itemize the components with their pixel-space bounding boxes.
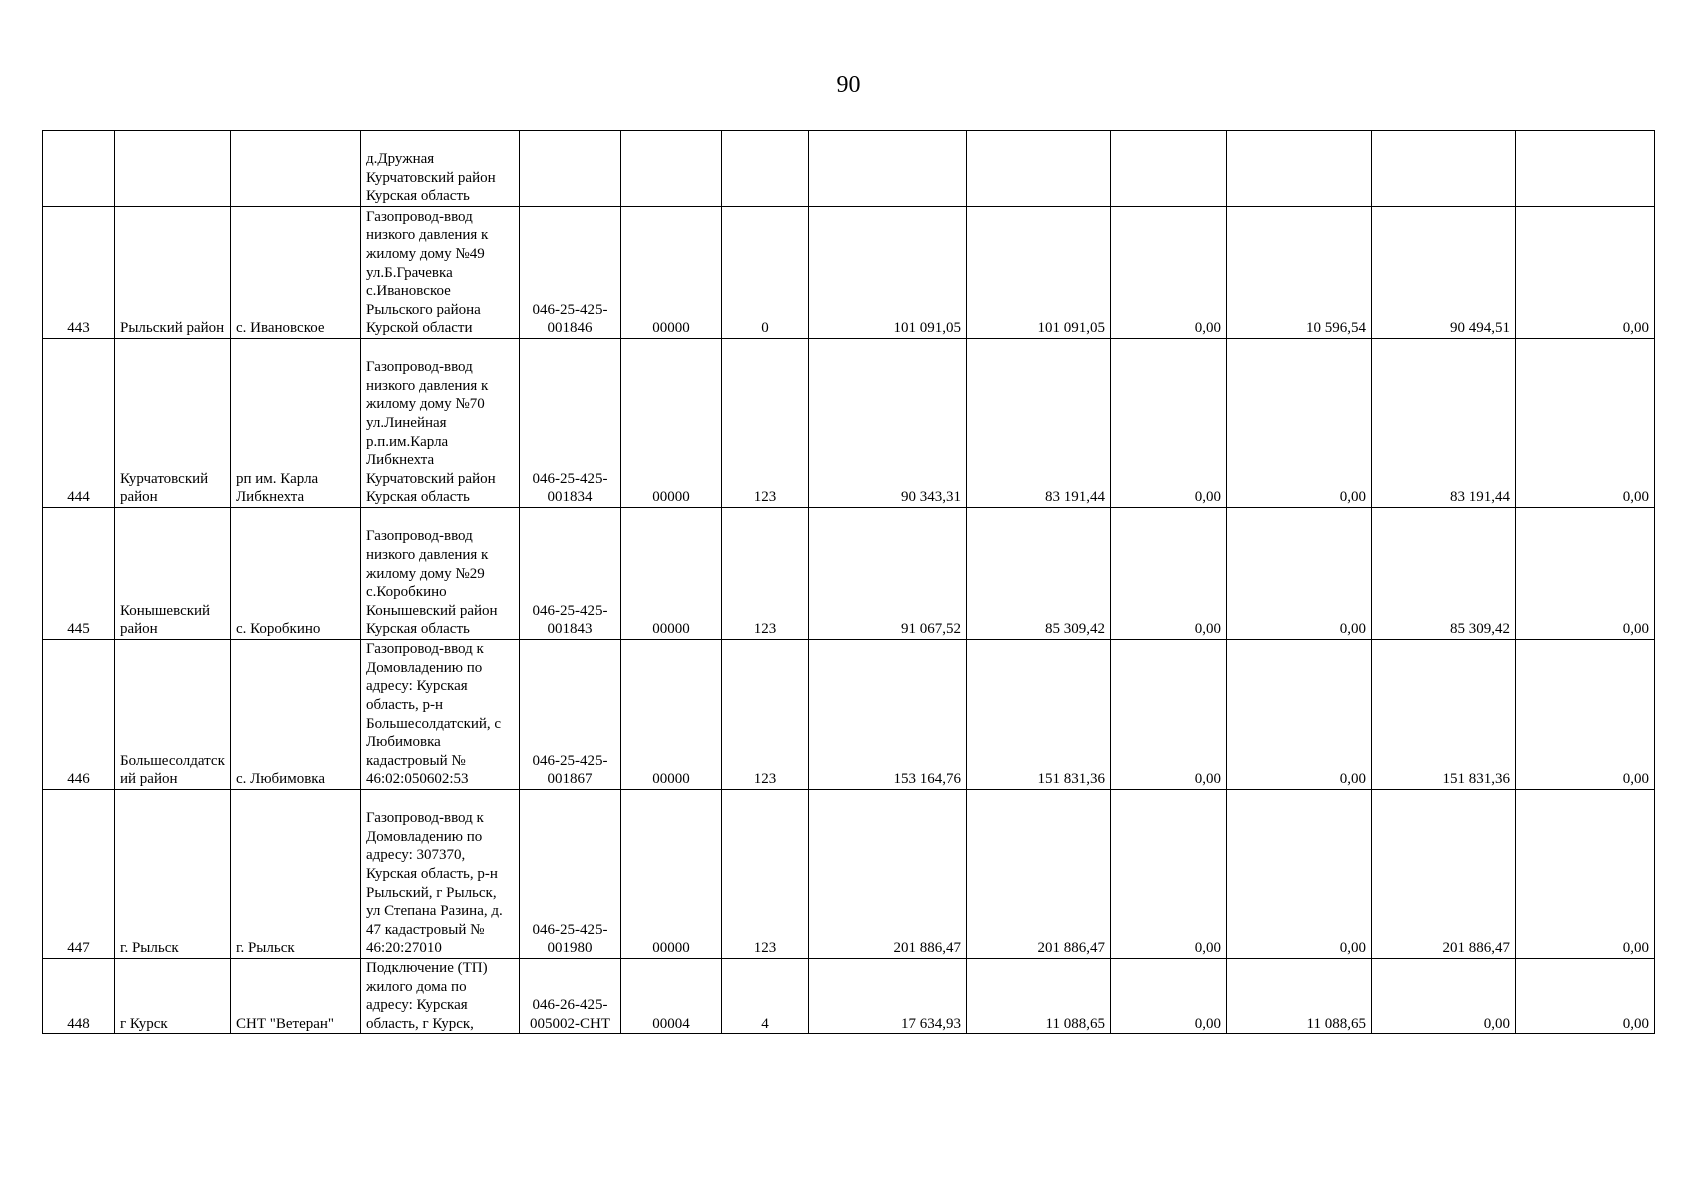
- district-cell: Курчатовский район: [115, 339, 231, 508]
- amount-cell: 0,00: [1372, 959, 1516, 1034]
- amount-cell: 11 088,65: [967, 959, 1111, 1034]
- category-cell: 0: [722, 207, 809, 339]
- amount-cell: [1372, 131, 1516, 207]
- object-description-cell: Газопровод-ввод к Домовладению по адресу: 307370, Курская область, р-н Рыльский, г Рыльск, ул Степана Разина, д. 47 кадастровый № 46:20:27010: [361, 790, 520, 959]
- settlement-cell: [231, 131, 361, 207]
- amount-cell: 0,00: [1516, 508, 1655, 640]
- amount-cell: 0,00: [1516, 959, 1655, 1034]
- district-cell: г Курск: [115, 959, 231, 1034]
- amount-cell: 17 634,93: [809, 959, 967, 1034]
- amount-cell: 201 886,47: [809, 790, 967, 959]
- amount-cell: 0,00: [1516, 339, 1655, 508]
- code-cell: 00000: [621, 508, 722, 640]
- amount-cell: 11 088,65: [1227, 959, 1372, 1034]
- page-number: 90: [836, 72, 861, 98]
- row-number: 445: [43, 508, 115, 640]
- code-cell: 00000: [621, 339, 722, 508]
- amount-cell: 83 191,44: [1372, 339, 1516, 508]
- code-cell: 00000: [621, 640, 722, 790]
- amount-cell: 83 191,44: [967, 339, 1111, 508]
- amount-cell: 0,00: [1227, 640, 1372, 790]
- code-cell: 00004: [621, 959, 722, 1034]
- table-row: [43, 131, 1655, 207]
- object-code-cell: [520, 131, 621, 207]
- amount-cell: 153 164,76: [809, 640, 967, 790]
- amount-cell: 0,00: [1111, 790, 1227, 959]
- amount-cell: 0,00: [1111, 207, 1227, 339]
- object-description-cell: Газопровод-ввод к Домовладению по адресу: Курская область, р-н Большесолдатский, с Любимовка кадастровый № 46:02:050602:53: [361, 640, 520, 790]
- amount-cell: 151 831,36: [1372, 640, 1516, 790]
- object-code-cell: 046-25-425-001980: [520, 790, 621, 959]
- object-code-cell: 046-25-425-001834: [520, 339, 621, 508]
- row-number: [43, 131, 115, 207]
- object-code-cell: 046-25-425-001843: [520, 508, 621, 640]
- amount-cell: 85 309,42: [967, 508, 1111, 640]
- district-cell: [115, 131, 231, 207]
- district-cell: Большесолдатский район: [115, 640, 231, 790]
- amount-cell: 10 596,54: [1227, 207, 1372, 339]
- settlement-cell: с. Ивановское: [231, 207, 361, 339]
- amount-cell: 0,00: [1111, 508, 1227, 640]
- amount-cell: 201 886,47: [967, 790, 1111, 959]
- category-cell: 123: [722, 640, 809, 790]
- category-cell: 123: [722, 790, 809, 959]
- category-cell: 4: [722, 959, 809, 1034]
- amount-cell: [1111, 131, 1227, 207]
- object-description-cell: д.Дружная Курчатовский район Курская область: [361, 131, 520, 207]
- amount-cell: 0,00: [1111, 959, 1227, 1034]
- amount-cell: 0,00: [1516, 640, 1655, 790]
- object-code-cell: 046-25-425-001867: [520, 640, 621, 790]
- row-number: 446: [43, 640, 115, 790]
- table-row: [43, 508, 1655, 640]
- amount-cell: [809, 131, 967, 207]
- object-description-cell: Газопровод-ввод низкого давления к жилому дому №70 ул.Линейная р.п.им.Карла Либкнехта Курчатовский район Курская область: [361, 339, 520, 508]
- amount-cell: [1227, 131, 1372, 207]
- amount-cell: 0,00: [1227, 339, 1372, 508]
- category-cell: 123: [722, 508, 809, 640]
- amount-cell: 90 343,31: [809, 339, 967, 508]
- row-number: 444: [43, 339, 115, 508]
- settlement-cell: с. Любимовка: [231, 640, 361, 790]
- amount-cell: 0,00: [1227, 508, 1372, 640]
- amount-cell: 0,00: [1516, 790, 1655, 959]
- amount-cell: [1516, 131, 1655, 207]
- row-number: 443: [43, 207, 115, 339]
- amount-cell: 101 091,05: [967, 207, 1111, 339]
- amount-cell: 0,00: [1111, 640, 1227, 790]
- register-table: [42, 130, 1655, 1034]
- table-row: [43, 339, 1655, 508]
- amount-cell: 151 831,36: [967, 640, 1111, 790]
- object-description-cell: Газопровод-ввод низкого давления к жилому дому №49 ул.Б.Грачевка с.Ивановское Рыльского района Курской области: [361, 207, 520, 339]
- table-row: [43, 790, 1655, 959]
- district-cell: Рыльский район: [115, 207, 231, 339]
- district-cell: г. Рыльск: [115, 790, 231, 959]
- table-row: [43, 640, 1655, 790]
- object-description-cell: Подключение (ТП) жилого дома по адресу: Курская область, г Курск,: [361, 959, 520, 1034]
- code-cell: 00000: [621, 207, 722, 339]
- amount-cell: 90 494,51: [1372, 207, 1516, 339]
- settlement-cell: с. Коробкино: [231, 508, 361, 640]
- amount-cell: 101 091,05: [809, 207, 967, 339]
- object-description-cell: Газопровод-ввод низкого давления к жилому дому №29 с.Коробкино Конышевский район Курская область: [361, 508, 520, 640]
- row-number: 448: [43, 959, 115, 1034]
- table-row: [43, 207, 1655, 339]
- amount-cell: 85 309,42: [1372, 508, 1516, 640]
- row-number: 447: [43, 790, 115, 959]
- settlement-cell: г. Рыльск: [231, 790, 361, 959]
- amount-cell: [967, 131, 1111, 207]
- category-cell: [722, 131, 809, 207]
- amount-cell: 0,00: [1516, 207, 1655, 339]
- category-cell: 123: [722, 339, 809, 508]
- code-cell: [621, 131, 722, 207]
- object-code-cell: 046-26-425-005002-СНТ: [520, 959, 621, 1034]
- amount-cell: 91 067,52: [809, 508, 967, 640]
- settlement-cell: СНТ "Ветеран": [231, 959, 361, 1034]
- amount-cell: 201 886,47: [1372, 790, 1516, 959]
- object-code-cell: 046-25-425-001846: [520, 207, 621, 339]
- code-cell: 00000: [621, 790, 722, 959]
- table-row: [43, 959, 1655, 1034]
- amount-cell: 0,00: [1111, 339, 1227, 508]
- district-cell: Конышевский район: [115, 508, 231, 640]
- settlement-cell: рп им. Карла Либкнехта: [231, 339, 361, 508]
- amount-cell: 0,00: [1227, 790, 1372, 959]
